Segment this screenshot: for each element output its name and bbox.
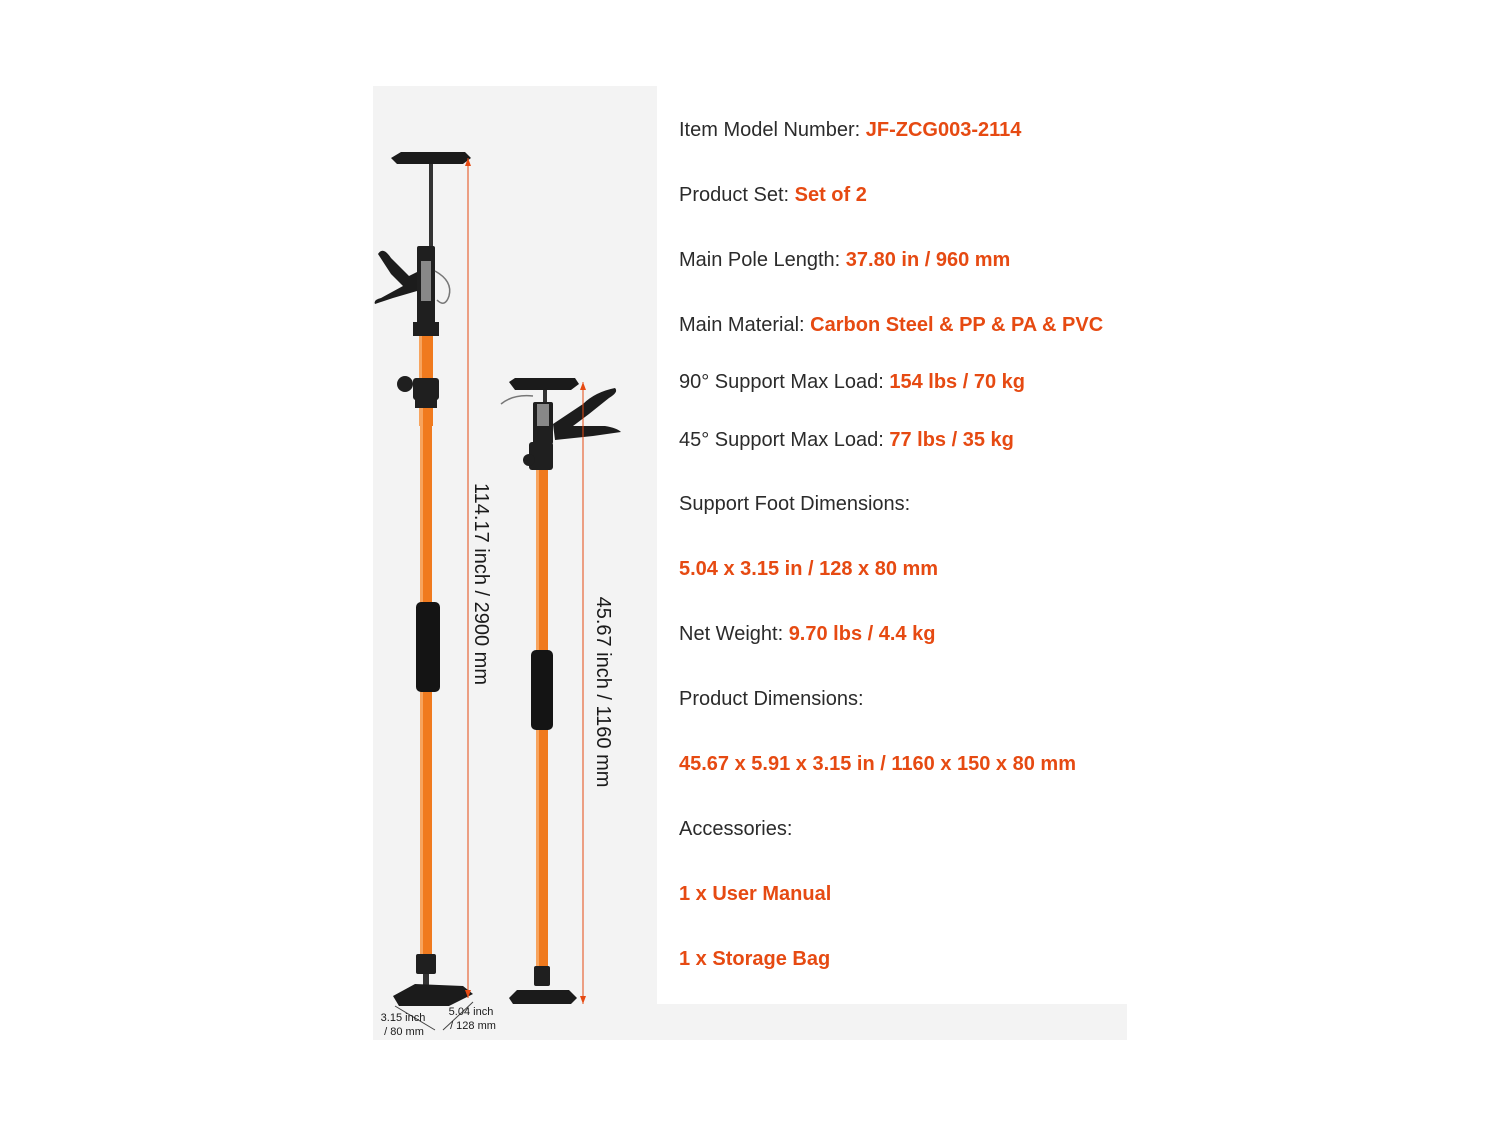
spec-value: 37.80 in / 960 mm — [845, 249, 1011, 271]
spec-product-dimensions-value: 45.67 x 5.91 x 3.15 in / 1160 x 150 x 80 mm — [679, 753, 1076, 775]
specifications-panel — [657, 86, 1127, 1004]
short-pole-top-plate — [509, 378, 579, 390]
tall-pole-base-plate — [393, 984, 473, 1006]
tall-pole-height-label: 114.17 inch / 2900 mm — [470, 483, 492, 685]
foot-width-label-mm: / 80 mm — [384, 1026, 424, 1038]
spec-value: 77 lbs / 35 kg — [889, 429, 1014, 451]
spec-support-foot-label: Support Foot Dimensions: — [679, 493, 911, 515]
short-pole-lever-handle — [553, 388, 621, 440]
spec-label: Main Material: — [679, 314, 811, 336]
tall-pole-foam-grip — [416, 602, 440, 692]
foot-width-label-inch: 3.15 inch — [380, 1012, 426, 1024]
spec-90-support-max-load — [679, 370, 1025, 394]
short-pole-base-plate — [509, 990, 577, 1004]
spec-support-foot-value: 5.04 x 3.15 in / 128 x 80 mm — [679, 558, 939, 580]
spec-value: 154 lbs / 70 kg — [889, 371, 1025, 393]
spec-label: Item Model Number: — [679, 119, 866, 141]
tall-pole-lock-knob — [397, 376, 413, 392]
spec-value: 9.70 lbs / 4.4 kg — [788, 623, 936, 645]
product-spec-card — [373, 86, 1127, 1040]
spec-label: Product Set: — [679, 184, 795, 206]
short-pole-height-label: 45.67 inch / 1160 mm — [592, 596, 614, 788]
spec-net-weight — [679, 622, 935, 646]
spec-product-dimensions-label: Product Dimensions: — [679, 688, 864, 710]
spec-product-set — [679, 183, 867, 207]
spec-value: Carbon Steel & PP & PA & PVC — [810, 314, 1104, 336]
accessory-item: 1 x User Manual — [679, 883, 832, 905]
spec-value: Set of 2 — [794, 184, 867, 206]
tall-pole-top-plate — [391, 152, 471, 164]
foot-length-label-inch: 5.04 inch — [448, 1006, 494, 1018]
spec-45-support-max-load — [679, 428, 1014, 452]
spec-label: Main Pole Length: — [679, 249, 846, 271]
spec-label: 45° Support Max Load: — [679, 429, 890, 451]
short-pole-dimension-arrow — [580, 382, 586, 1004]
support-poles-illustration — [373, 86, 663, 1040]
tall-pole-collar — [413, 378, 439, 400]
spec-main-pole-length — [679, 248, 1010, 272]
accessory-item: 1 x Storage Bag — [679, 948, 831, 970]
short-pole-foam-grip — [531, 650, 553, 730]
tall-pole-lever-handle — [375, 251, 417, 304]
spec-accessories-label: Accessories: — [679, 818, 793, 840]
spec-label: 90° Support Max Load: — [679, 371, 890, 393]
spec-label: Net Weight: — [679, 623, 789, 645]
spec-main-material — [679, 313, 1103, 337]
spec-item-model-number — [679, 118, 1021, 142]
foot-length-label-mm: / 128 mm — [450, 1020, 496, 1032]
spec-value: JF-ZCG003-2114 — [865, 119, 1022, 141]
tall-support-pole — [375, 152, 473, 1030]
